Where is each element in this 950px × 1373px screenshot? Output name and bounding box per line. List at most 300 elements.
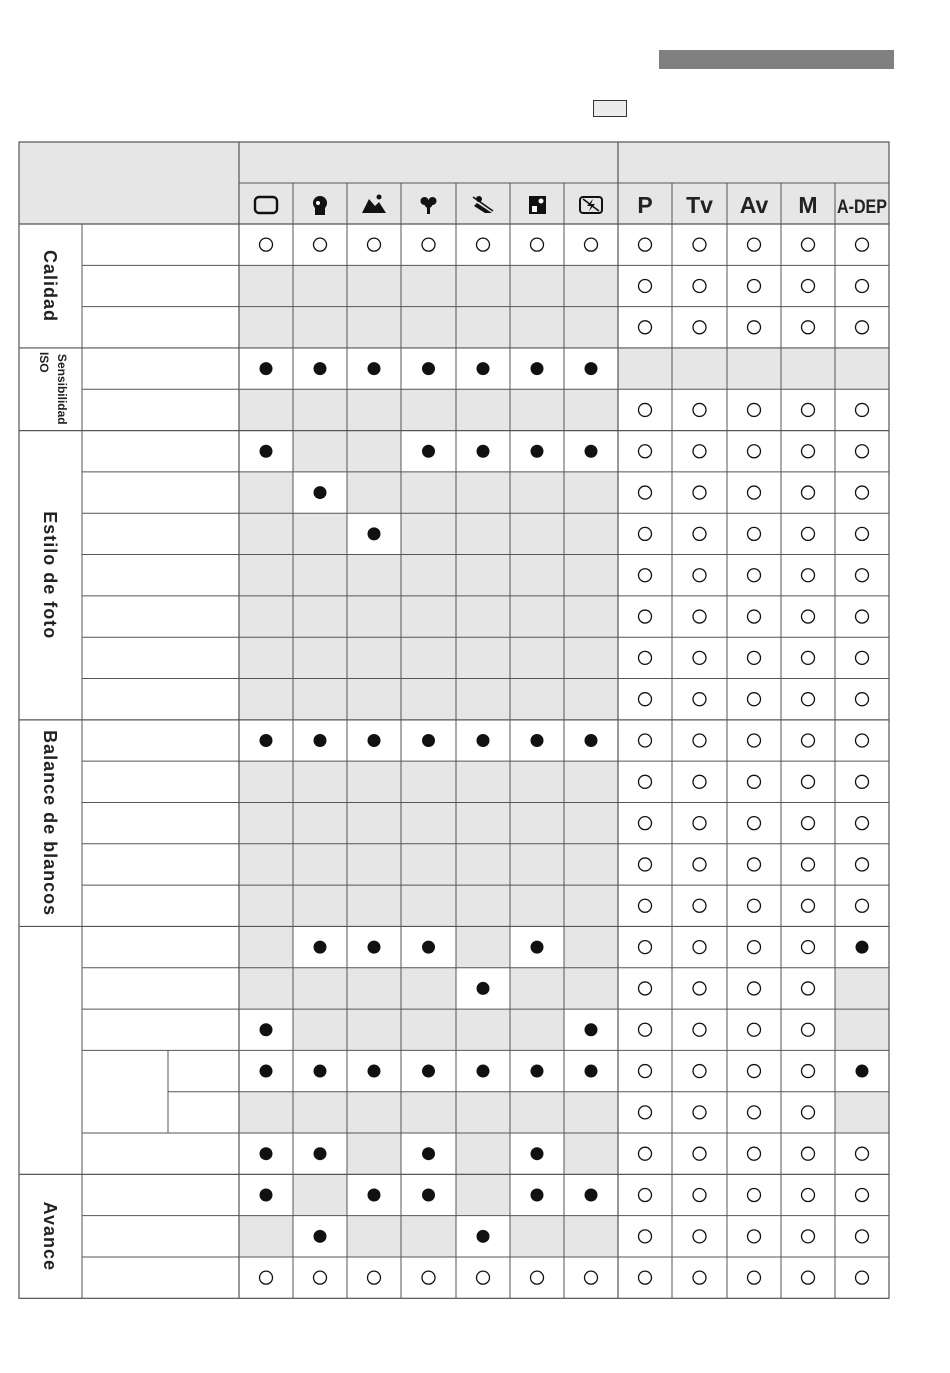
- unavailable-cell: [347, 1133, 401, 1174]
- unavailable-cell: [564, 761, 618, 802]
- unavailable-cell: [401, 679, 456, 720]
- night-portrait-icon: [529, 196, 546, 214]
- unavailable-cell: [456, 802, 510, 843]
- selectable-mark: [802, 1147, 815, 1160]
- unavailable-cell: [564, 472, 618, 513]
- selectable-mark: [639, 941, 652, 954]
- selectable-mark: [639, 982, 652, 995]
- selectable-mark: [585, 1271, 598, 1284]
- unavailable-cell: [293, 1174, 347, 1215]
- selectable-mark: [748, 734, 761, 747]
- auto-set-mark: [368, 527, 381, 540]
- selectable-mark: [639, 1065, 652, 1078]
- auto-set-mark: [260, 1147, 273, 1160]
- selectable-mark: [693, 486, 706, 499]
- unavailable-cell: [293, 761, 347, 802]
- selectable-mark: [693, 569, 706, 582]
- unavailable-cell: [401, 1092, 456, 1133]
- selectable-mark: [802, 445, 815, 458]
- selectable-mark: [639, 858, 652, 871]
- unavailable-cell: [564, 679, 618, 720]
- unavailable-cell: [239, 265, 293, 306]
- auto-set-mark: [531, 445, 544, 458]
- auto-set-mark: [314, 362, 327, 375]
- unavailable-cell: [401, 389, 456, 430]
- selectable-mark: [748, 693, 761, 706]
- selectable-mark: [639, 1106, 652, 1119]
- group-label: Calidad: [40, 249, 60, 322]
- unavailable-cell: [239, 513, 293, 554]
- unavailable-cell: [239, 596, 293, 637]
- selectable-mark: [368, 238, 381, 251]
- unavailable-cell: [456, 1133, 510, 1174]
- unavailable-cell: [239, 761, 293, 802]
- unavailable-cell: [564, 1216, 618, 1257]
- selectable-mark: [802, 1230, 815, 1243]
- unavailable-cell: [347, 844, 401, 885]
- auto-set-mark: [314, 734, 327, 747]
- shaded-cells: [19, 142, 889, 1257]
- selectable-mark: [368, 1271, 381, 1284]
- selectable-mark: [639, 693, 652, 706]
- auto-set-mark: [477, 362, 490, 375]
- auto-set-mark: [531, 941, 544, 954]
- selectable-mark: [693, 982, 706, 995]
- selectable-mark: [802, 817, 815, 830]
- unavailable-cell: [510, 389, 564, 430]
- selectable-mark: [314, 238, 327, 251]
- selectable-mark: [802, 238, 815, 251]
- unavailable-cell: [510, 1092, 564, 1133]
- unavailable-cell: [347, 1216, 401, 1257]
- unavailable-cell: [564, 926, 618, 967]
- auto-set-mark: [260, 362, 273, 375]
- selectable-mark: [693, 899, 706, 912]
- selectable-mark: [639, 238, 652, 251]
- auto-set-mark: [260, 445, 273, 458]
- auto-set-mark: [422, 445, 435, 458]
- mode-label: M: [798, 192, 818, 218]
- selectable-mark: [748, 775, 761, 788]
- auto-set-mark: [260, 734, 273, 747]
- auto-set-mark: [531, 734, 544, 747]
- selectable-mark: [639, 569, 652, 582]
- auto-set-mark: [477, 445, 490, 458]
- selectable-mark: [639, 734, 652, 747]
- unavailable-cell: [510, 679, 564, 720]
- selectable-mark: [856, 734, 869, 747]
- unavailable-cell: [456, 555, 510, 596]
- unavailable-cell: [401, 637, 456, 678]
- selectable-mark: [856, 775, 869, 788]
- unavailable-cell: [456, 761, 510, 802]
- selectable-mark: [802, 527, 815, 540]
- auto-set-mark: [585, 1023, 598, 1036]
- unavailable-cell: [564, 596, 618, 637]
- auto-set-mark: [856, 941, 869, 954]
- selectable-mark: [693, 1230, 706, 1243]
- selectable-mark: [748, 486, 761, 499]
- unavailable-cell: [293, 265, 347, 306]
- unavailable-cell: [564, 968, 618, 1009]
- unavailable-cell: [564, 637, 618, 678]
- auto-set-mark: [531, 1065, 544, 1078]
- unavailable-cell: [510, 637, 564, 678]
- unavailable-cell: [456, 307, 510, 348]
- unavailable-cell: [293, 844, 347, 885]
- unavailable-cell: [510, 307, 564, 348]
- selectable-mark: [802, 569, 815, 582]
- unavailable-cell: [293, 389, 347, 430]
- selectable-mark: [477, 238, 490, 251]
- selectable-mark: [422, 238, 435, 251]
- unavailable-cell: [401, 1216, 456, 1257]
- selectable-mark: [856, 527, 869, 540]
- auto-set-mark: [531, 1189, 544, 1202]
- unavailable-cell: [564, 1092, 618, 1133]
- auto-set-mark: [856, 1065, 869, 1078]
- unavailable-cell: [239, 885, 293, 926]
- auto-set-mark: [585, 1189, 598, 1202]
- unavailable-cell: [347, 802, 401, 843]
- unavailable-cell: [401, 1009, 456, 1050]
- selectable-mark: [748, 1023, 761, 1036]
- unavailable-cell: [347, 1092, 401, 1133]
- unavailable-cell: [347, 389, 401, 430]
- selectable-mark: [802, 279, 815, 292]
- unavailable-cell: [401, 802, 456, 843]
- unavailable-cell: [401, 265, 456, 306]
- selectable-mark: [693, 775, 706, 788]
- auto-set-mark: [260, 1065, 273, 1078]
- unavailable-cell: [456, 513, 510, 554]
- group-label: Balance de blancos: [40, 730, 60, 917]
- unavailable-cell: [347, 679, 401, 720]
- selectable-mark: [856, 238, 869, 251]
- unavailable-cell: [510, 265, 564, 306]
- unavailable-cell: [835, 1009, 889, 1050]
- unavailable-cell: [347, 1009, 401, 1050]
- unavailable-cell: [510, 513, 564, 554]
- unavailable-cell: [456, 472, 510, 513]
- selectable-mark: [693, 1271, 706, 1284]
- unavailable-cell: [564, 844, 618, 885]
- auto-set-mark: [422, 734, 435, 747]
- selectable-mark: [802, 1023, 815, 1036]
- unavailable-cell: [347, 968, 401, 1009]
- unavailable-cell: [456, 637, 510, 678]
- selectable-mark: [856, 445, 869, 458]
- selectable-mark: [693, 1106, 706, 1119]
- auto-set-mark: [314, 941, 327, 954]
- selectable-mark: [531, 238, 544, 251]
- selectable-mark: [748, 1106, 761, 1119]
- selectable-mark: [260, 238, 273, 251]
- unavailable-cell: [456, 885, 510, 926]
- unavailable-cell: [293, 637, 347, 678]
- selectable-mark: [856, 1189, 869, 1202]
- auto-set-mark: [477, 734, 490, 747]
- selectable-mark: [802, 858, 815, 871]
- selectable-mark: [531, 1271, 544, 1284]
- selectable-mark: [693, 527, 706, 540]
- selectable-mark: [748, 238, 761, 251]
- unavailable-cell: [456, 679, 510, 720]
- selectable-mark: [693, 1023, 706, 1036]
- selectable-mark: [748, 1230, 761, 1243]
- selectable-mark: [856, 817, 869, 830]
- unavailable-cell: [347, 761, 401, 802]
- selectable-mark: [802, 693, 815, 706]
- selectable-mark: [856, 403, 869, 416]
- selectable-mark: [693, 610, 706, 623]
- selectable-mark: [748, 1271, 761, 1284]
- auto-set-mark: [368, 734, 381, 747]
- selectable-mark: [477, 1271, 490, 1284]
- selectable-mark: [802, 1189, 815, 1202]
- unavailable-cell: [564, 307, 618, 348]
- unavailable-cell: [401, 513, 456, 554]
- selectable-mark: [260, 1271, 273, 1284]
- unavailable-cell: [239, 802, 293, 843]
- auto-set-mark: [585, 362, 598, 375]
- unavailable-cell: [835, 968, 889, 1009]
- selectable-mark: [802, 486, 815, 499]
- unavailable-cell: [781, 348, 835, 389]
- selectable-mark: [856, 651, 869, 664]
- selectable-mark: [748, 941, 761, 954]
- unavailable-cell: [401, 472, 456, 513]
- selectable-mark: [639, 445, 652, 458]
- unavailable-cell: [293, 596, 347, 637]
- group-label: Estilo de foto: [40, 511, 60, 640]
- unavailable-cell: [239, 844, 293, 885]
- unavailable-cell: [456, 844, 510, 885]
- selectable-mark: [748, 527, 761, 540]
- unavailable-cell: [239, 1092, 293, 1133]
- selectable-mark: [639, 775, 652, 788]
- selectable-mark: [748, 1189, 761, 1202]
- auto-set-mark: [585, 445, 598, 458]
- selectable-mark: [802, 775, 815, 788]
- selectable-mark: [748, 817, 761, 830]
- selectable-mark: [585, 238, 598, 251]
- unavailable-cell: [401, 596, 456, 637]
- selectable-mark: [856, 569, 869, 582]
- selectable-mark: [748, 899, 761, 912]
- unavailable-cell: [564, 513, 618, 554]
- unavailable-cell: [564, 265, 618, 306]
- auto-set-mark: [314, 1147, 327, 1160]
- unavailable-cell: [510, 596, 564, 637]
- auto-set-mark: [422, 941, 435, 954]
- unavailable-cell: [727, 348, 781, 389]
- selectable-mark: [748, 321, 761, 334]
- selectable-mark: [748, 982, 761, 995]
- selectable-mark: [693, 321, 706, 334]
- unavailable-cell: [347, 885, 401, 926]
- selectable-mark: [639, 486, 652, 499]
- selectable-mark: [693, 858, 706, 871]
- unavailable-cell: [510, 802, 564, 843]
- selectable-mark: [639, 279, 652, 292]
- auto-set-mark: [531, 362, 544, 375]
- selectable-mark: [693, 279, 706, 292]
- unavailable-cell: [456, 1092, 510, 1133]
- selectable-mark: [802, 651, 815, 664]
- unavailable-cell: [835, 348, 889, 389]
- unavailable-cell: [401, 307, 456, 348]
- unavailable-cell: [239, 389, 293, 430]
- unavailable-cell: [510, 761, 564, 802]
- unavailable-cell: [456, 389, 510, 430]
- unavailable-cell: [293, 513, 347, 554]
- unavailable-cell: [293, 968, 347, 1009]
- selectable-mark: [856, 858, 869, 871]
- unavailable-cell: [239, 307, 293, 348]
- unavailable-cell: [401, 844, 456, 885]
- selectable-mark: [748, 858, 761, 871]
- unavailable-cell: [564, 389, 618, 430]
- auto-set-mark: [314, 1065, 327, 1078]
- selectable-mark: [693, 693, 706, 706]
- selectable-mark: [802, 982, 815, 995]
- group-label: Avance: [40, 1201, 60, 1272]
- unavailable-cell: [672, 348, 727, 389]
- selectable-mark: [639, 527, 652, 540]
- selectable-mark: [314, 1271, 327, 1284]
- selectable-mark: [639, 1147, 652, 1160]
- auto-set-mark: [531, 1147, 544, 1160]
- selectable-mark: [856, 1271, 869, 1284]
- selectable-mark: [693, 1189, 706, 1202]
- selectable-mark: [422, 1271, 435, 1284]
- selectable-mark: [802, 321, 815, 334]
- unavailable-cell: [347, 555, 401, 596]
- unavailable-cell: [456, 1009, 510, 1050]
- unavailable-cell: [510, 1009, 564, 1050]
- selectable-mark: [856, 1147, 869, 1160]
- selectable-mark: [693, 1147, 706, 1160]
- unavailable-cell: [456, 265, 510, 306]
- portrait-icon: [313, 196, 327, 215]
- selectable-mark: [639, 1271, 652, 1284]
- unavailable-cell: [347, 596, 401, 637]
- unavailable-cell: [835, 1092, 889, 1133]
- unavailable-cell: [510, 968, 564, 1009]
- auto-set-mark: [368, 1189, 381, 1202]
- selectable-mark: [748, 651, 761, 664]
- group-label: Sensibilidad: [55, 353, 69, 425]
- auto-set-mark: [422, 362, 435, 375]
- auto-set-mark: [422, 1065, 435, 1078]
- unavailable-cell: [293, 555, 347, 596]
- auto-set-mark: [314, 1230, 327, 1243]
- selectable-mark: [748, 1147, 761, 1160]
- auto-set-mark: [368, 362, 381, 375]
- selectable-mark: [639, 321, 652, 334]
- unavailable-cell: [401, 968, 456, 1009]
- unavailable-cell: [239, 637, 293, 678]
- selectable-mark: [748, 403, 761, 416]
- selectable-mark: [856, 321, 869, 334]
- selectable-mark: [802, 899, 815, 912]
- unavailable-cell: [239, 968, 293, 1009]
- selectable-mark: [639, 1189, 652, 1202]
- selectable-mark: [693, 734, 706, 747]
- selectable-mark: [748, 445, 761, 458]
- unavailable-cell: [510, 844, 564, 885]
- unavailable-cell: [456, 1174, 510, 1215]
- auto-set-mark: [314, 486, 327, 499]
- unavailable-cell: [239, 472, 293, 513]
- selectable-mark: [802, 941, 815, 954]
- group-labels: [37, 250, 69, 1271]
- unavailable-cell: [564, 555, 618, 596]
- selectable-mark: [856, 610, 869, 623]
- unavailable-cell: [293, 431, 347, 472]
- unavailable-cell: [456, 596, 510, 637]
- unavailable-cell: [347, 307, 401, 348]
- selectable-mark: [639, 817, 652, 830]
- selectable-mark: [693, 1065, 706, 1078]
- unavailable-cell: [293, 679, 347, 720]
- selectable-mark: [748, 610, 761, 623]
- unavailable-cell: [239, 1216, 293, 1257]
- selectable-mark: [856, 279, 869, 292]
- selectable-mark: [802, 403, 815, 416]
- selectable-mark: [693, 941, 706, 954]
- unavailable-cell: [293, 1092, 347, 1133]
- unavailable-cell: [347, 431, 401, 472]
- selectable-mark: [802, 1106, 815, 1119]
- unavailable-cell: [239, 555, 293, 596]
- mode-label: P: [637, 192, 653, 218]
- selectable-mark: [639, 610, 652, 623]
- unavailable-cell: [293, 802, 347, 843]
- auto-set-mark: [585, 1065, 598, 1078]
- selectable-mark: [802, 734, 815, 747]
- selectable-mark: [639, 1230, 652, 1243]
- unavailable-cell: [456, 926, 510, 967]
- selectable-mark: [693, 817, 706, 830]
- auto-set-mark: [260, 1023, 273, 1036]
- auto-set-mark: [260, 1189, 273, 1202]
- selectable-mark: [856, 1230, 869, 1243]
- selectable-mark: [639, 403, 652, 416]
- unavailable-cell: [618, 348, 672, 389]
- unavailable-cell: [347, 472, 401, 513]
- selectable-mark: [639, 651, 652, 664]
- mode-label: A-DEP: [837, 197, 888, 218]
- selectable-mark: [802, 610, 815, 623]
- selectable-mark: [639, 899, 652, 912]
- auto-set-mark: [477, 1230, 490, 1243]
- unavailable-cell: [510, 1216, 564, 1257]
- auto-set-mark: [585, 734, 598, 747]
- unavailable-cell: [347, 637, 401, 678]
- selectable-mark: [802, 1065, 815, 1078]
- group-label: ISO: [37, 351, 51, 373]
- auto-set-mark: [368, 941, 381, 954]
- auto-set-mark: [368, 1065, 381, 1078]
- unavailable-cell: [239, 679, 293, 720]
- auto-set-mark: [477, 982, 490, 995]
- unavailable-cell: [347, 265, 401, 306]
- selectable-mark: [856, 693, 869, 706]
- unavailable-cell: [293, 885, 347, 926]
- auto-set-mark: [422, 1189, 435, 1202]
